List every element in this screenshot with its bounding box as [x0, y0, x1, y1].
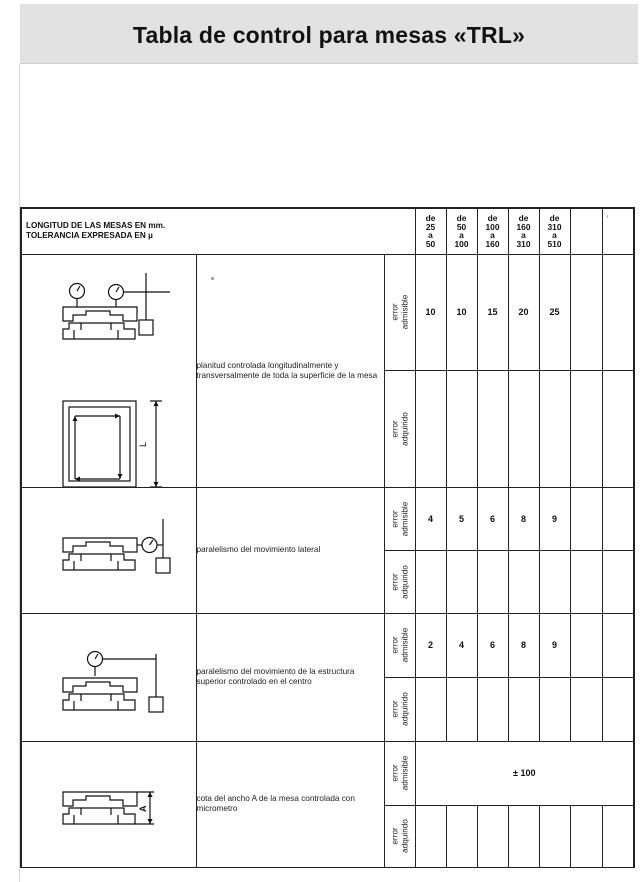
empty-cell: [446, 805, 477, 867]
empty-cell: [415, 551, 446, 614]
width-measurement-diagram: [22, 742, 197, 867]
empty-cell: [477, 551, 508, 614]
value-cell: 4: [446, 613, 477, 678]
empty-cell: [539, 805, 570, 867]
description-lateral: paralelismo del movimiento lateral: [196, 487, 384, 613]
print-speck: [211, 277, 214, 280]
label-error-adquirido: error adquirido: [384, 371, 415, 488]
row-center-admisible: [21, 613, 634, 678]
description-center: paralelismo del movimiento de la estructura superior controlado en el centro: [196, 613, 384, 741]
header-tolerance-label: TOLERANCIA EXPRESADA EN µ: [26, 231, 153, 241]
value-cell: 15: [477, 254, 508, 371]
header-cell: [21, 208, 415, 254]
empty-cell: [570, 678, 602, 742]
value-cell: 6: [477, 487, 508, 551]
empty-cell: [570, 371, 602, 488]
range-header-4: de 160 a 310: [508, 208, 539, 254]
empty-cell: [508, 678, 539, 742]
range-header-3: de 100 a 160: [477, 208, 508, 254]
label-error-adquirido: error adquirido: [384, 678, 415, 742]
empty-cell: [539, 371, 570, 488]
header-length-label: LONGITUD DE LAS MESAS EN mm.: [26, 221, 166, 231]
empty-cell: [415, 805, 446, 867]
empty-cell: [602, 805, 634, 867]
empty-cell: [570, 254, 602, 371]
flatness-diagram: [22, 255, 197, 487]
label-error-admisible: error admisible: [384, 741, 415, 805]
empty-cell: [570, 805, 602, 867]
empty-cell: [570, 487, 602, 551]
empty-cell: [446, 678, 477, 742]
range-header-1: de 25 a 50: [415, 208, 446, 254]
label-error-admisible: error admisible: [384, 487, 415, 551]
empty-cell: [508, 551, 539, 614]
label-error-adquirido: error adquirido: [384, 805, 415, 867]
row-lateral-admisible: [21, 487, 634, 551]
empty-cell: [602, 371, 634, 488]
value-cell: 9: [539, 613, 570, 678]
label-error-admisible: error admisible: [384, 254, 415, 371]
value-cell: 2: [415, 613, 446, 678]
empty-cell: [539, 551, 570, 614]
lateral-parallelism-diagram: [22, 488, 197, 613]
figure-width: [21, 741, 196, 867]
value-cell: 10: [415, 254, 446, 371]
value-cell: 9: [539, 487, 570, 551]
range-header-2: de 50 a 100: [446, 208, 477, 254]
empty-cell: [477, 805, 508, 867]
value-cell: 20: [508, 254, 539, 371]
empty-cell: [602, 254, 634, 371]
empty-cell: [508, 805, 539, 867]
empty-cell: [415, 678, 446, 742]
figure-center: [21, 613, 196, 741]
row-width-admisible: [21, 741, 634, 805]
figure-lateral: [21, 487, 196, 613]
page-title: Tabla de control para mesas «TRL»: [132, 22, 526, 48]
title-band: [20, 4, 638, 64]
value-cell: 8: [508, 487, 539, 551]
label-error-admisible: error admisible: [384, 613, 415, 678]
description-flatness: planitud controlada longitudinalmente y transversalmente de toda la superficie de la mesa: [196, 254, 384, 487]
dimension-label-L: L: [138, 441, 148, 447]
value-cell: 25: [539, 254, 570, 371]
empty-cell: [602, 613, 634, 678]
empty-header-cell: [602, 208, 634, 254]
control-table: [20, 207, 635, 868]
empty-cell: [477, 371, 508, 488]
empty-cell: [446, 551, 477, 614]
empty-cell: [446, 371, 477, 488]
value-cell: 5: [446, 487, 477, 551]
empty-cell: [570, 613, 602, 678]
value-cell: 4: [415, 487, 446, 551]
empty-cell: [415, 371, 446, 488]
empty-cell: [602, 487, 634, 551]
empty-cell: [602, 551, 634, 614]
empty-cell: [508, 371, 539, 488]
dimension-label-A: A: [138, 805, 148, 812]
description-width: cota del ancho A de la mesa controlada con micrometro: [196, 741, 384, 867]
value-cell: 8: [508, 613, 539, 678]
figure-flatness: [21, 254, 196, 487]
value-cell: 10: [446, 254, 477, 371]
empty-cell: [570, 551, 602, 614]
label-error-adquirido: error adquirido: [384, 551, 415, 614]
center-parallelism-diagram: [22, 614, 197, 741]
empty-cell: [602, 678, 634, 742]
value-cell: 6: [477, 613, 508, 678]
tolerance-span-value: ± 100: [415, 741, 634, 805]
row-flatness-admisible: [21, 254, 634, 371]
empty-cell: [477, 678, 508, 742]
empty-header-cell: [570, 208, 602, 254]
range-header-5: de 310 a 510: [539, 208, 570, 254]
header-row: [21, 208, 634, 254]
empty-cell: [539, 678, 570, 742]
